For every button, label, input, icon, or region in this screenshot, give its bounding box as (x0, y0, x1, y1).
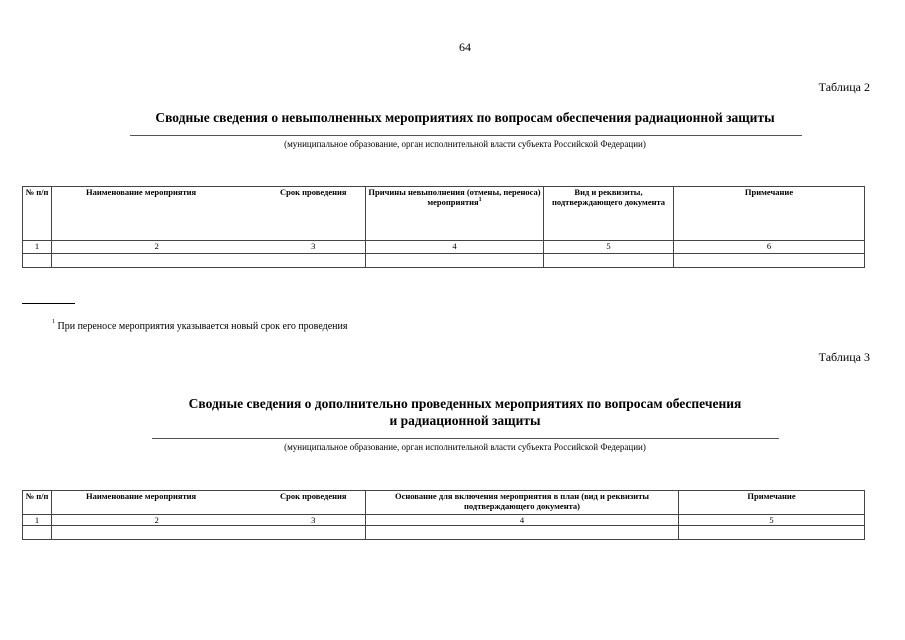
table2-empty-cell (23, 254, 52, 268)
table2 (22, 186, 865, 268)
table3-empty-row (23, 526, 865, 540)
footnote-separator (22, 303, 75, 304)
table3-numbers-row (23, 515, 865, 526)
table2-label: Таблица 2 (818, 80, 870, 94)
table3-empty-cell (23, 526, 52, 540)
table2-title-underline (130, 135, 802, 136)
table3-header-row (23, 491, 865, 515)
table3-title-underline (152, 438, 779, 439)
table2-empty-cell (674, 254, 865, 268)
table2-header-note: Примечание (674, 187, 865, 241)
table3-col-number: 3 (262, 515, 366, 526)
table2-col-number: 4 (366, 241, 544, 254)
table2-col-number: 6 (674, 241, 865, 254)
table3-col-number: 5 (679, 515, 865, 526)
table2-subtitle: (муниципальное образование, орган исполнительной власти субъекта Российской Федерации) (284, 139, 646, 149)
table3-col-number: 4 (366, 515, 679, 526)
table2-empty-cell (262, 254, 366, 268)
table2-numbers-row (23, 241, 865, 254)
table3-header-term: Срок проведения (262, 491, 366, 515)
table3-empty-cell (679, 526, 865, 540)
table3-label: Таблица 3 (818, 350, 870, 364)
table2-header-row (23, 187, 865, 241)
table2-header-num: № п/п (23, 187, 52, 241)
table3-header-basis: Основание для включения мероприятия в план (вид и реквизиты подтверждающего документа) (366, 491, 679, 515)
table3-empty-cell (262, 526, 366, 540)
table2-empty-row (23, 254, 865, 268)
page-number: 64 (459, 40, 471, 54)
table2-header-docs: Вид и реквизиты, подтверждающего документа (544, 187, 674, 241)
table3 (22, 490, 865, 540)
table2-empty-cell (544, 254, 674, 268)
table3-empty-cell (52, 526, 262, 540)
table2-title: Сводные сведения о невыполненных мероприятиях по вопросам обеспечения радиационной защиты (155, 110, 775, 125)
footnote-text: При переносе мероприятия указывается новый срок его проведения (57, 321, 348, 332)
table2-header-name: Наименование мероприятия (52, 187, 262, 241)
table3-header-name: Наименование мероприятия (52, 491, 262, 515)
table2-col-number: 3 (262, 241, 366, 254)
table2-col-number: 1 (23, 241, 52, 254)
table3-header-note: Примечание (679, 491, 865, 515)
table2-empty-cell (366, 254, 544, 268)
table3-title-line2: и радиационной защиты (389, 413, 541, 428)
table3-subtitle: (муниципальное образование, орган исполнительной власти субъекта Российской Федерации) (284, 442, 646, 452)
footnote-ref: 1 (478, 197, 482, 203)
table3-col-number: 1 (23, 515, 52, 526)
table2-header-reasons-text: Причины невыполнения (отмены, переноса) мероприятия (368, 187, 541, 207)
table2-header-reasons (366, 187, 544, 241)
table3-empty-cell (366, 526, 679, 540)
table2-col-number: 2 (52, 241, 262, 254)
table2-header-term: Срок проведения (262, 187, 366, 241)
table3-col-number: 2 (52, 515, 262, 526)
table2-col-number: 5 (544, 241, 674, 254)
table3-title-line1: Сводные сведения о дополнительно проведенных мероприятиях по вопросам обеспечения (188, 396, 742, 411)
footnote (52, 321, 348, 332)
table3-header-num: № п/п (23, 491, 52, 515)
footnote-marker: 1 (52, 319, 55, 325)
table2-empty-cell (52, 254, 262, 268)
